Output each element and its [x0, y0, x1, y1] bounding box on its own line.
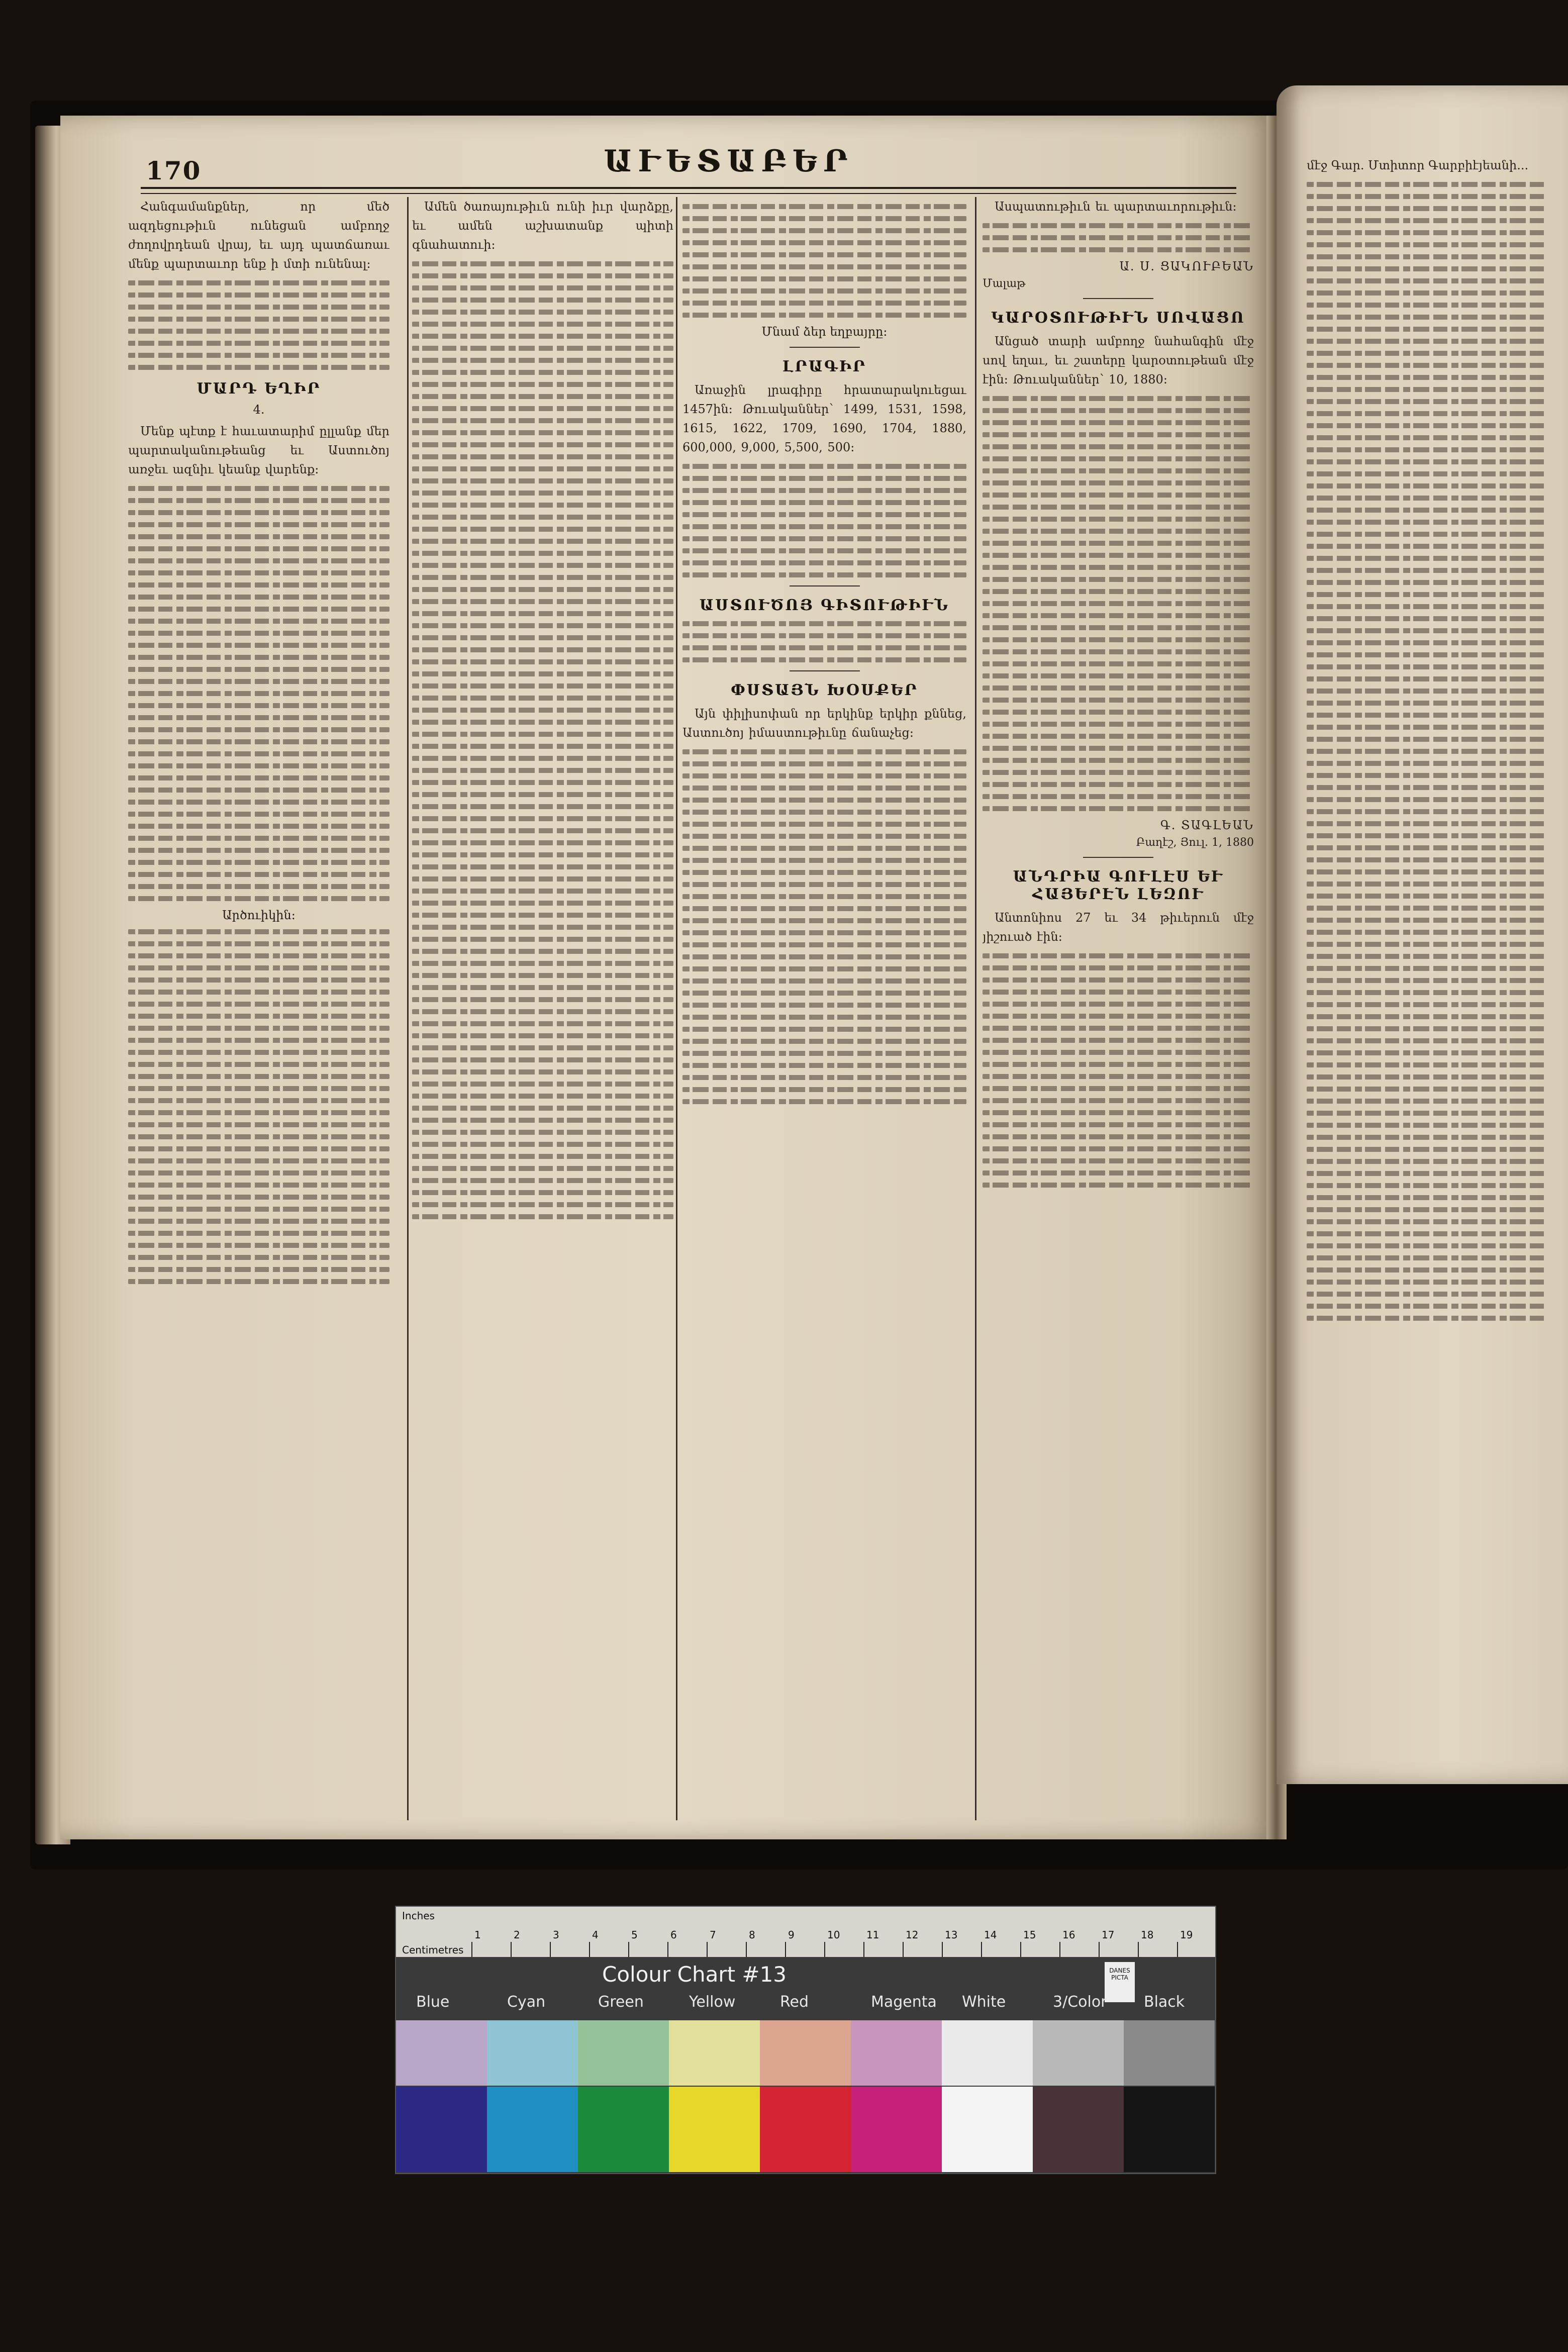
ruler-number: 19 — [1180, 1929, 1193, 1941]
section-heading: ԿԱՐՕՏՈՒԹԻՒՆ ՍՈՎԱՑՈ — [991, 309, 1245, 327]
colour-patch-top-6 — [851, 2020, 942, 2086]
column-4 — [983, 197, 1254, 1820]
colour-calibration-chart — [395, 1906, 1216, 2174]
column-2 — [412, 197, 673, 1820]
colour-patch-top-4 — [669, 2020, 760, 2086]
column-rule — [676, 197, 677, 1820]
colour-patch-bottom-4 — [669, 2087, 760, 2172]
dateline: Բաղէշ, Յուլ. 1, 1880 — [1136, 836, 1254, 849]
patch-label-yellow: Yellow — [689, 1993, 736, 2011]
col3-section1-body: Առաջին լրագիրը հրատարակուեցաւ 1457ին։ Թուականներ՝ 1499, 1531, 1598, 1615, 1622, 1709, 1690, 1704, 1880, 600,000, 9,000, 5,500, 500։ — [682, 383, 966, 454]
brand-logo: DANES PICTA — [1105, 1962, 1135, 2002]
section-divider — [790, 670, 860, 671]
col2-body: Ամեն ծառայութիւն ունի իւր վարձքը, եւ ամեն աշխատանք պիտի գնահատուի։ — [412, 200, 673, 252]
ruler-tick — [707, 1942, 708, 1957]
ruler-tick — [942, 1942, 943, 1957]
ruler-number: 17 — [1102, 1929, 1115, 1941]
ruler-tick — [903, 1942, 904, 1957]
ruler-tick — [550, 1942, 551, 1957]
colour-patch-top-9 — [1124, 2020, 1215, 2086]
section-divider — [790, 347, 860, 348]
section-heading: ՓՍՏԱՅՆ ԽՕՍՔԵՐ — [731, 681, 918, 699]
column-3 — [682, 197, 966, 1820]
ruler-tick — [746, 1942, 747, 1957]
col4-intro: Ասպատութիւն եւ պարտաւորութիւն։ — [995, 200, 1237, 214]
ruler-inches-label: Inches — [402, 1910, 435, 1922]
ruler-tick — [511, 1942, 512, 1957]
ruler-number: 1 — [474, 1929, 481, 1941]
colour-patch-top-3 — [578, 2020, 669, 2086]
col4-section2-body: Անտոնիոս 27 եւ 34 թիւերուն մէջ յիշուած էին։ — [983, 911, 1254, 944]
running-head: ԱՒԵՏԱԲԵՐ — [604, 144, 854, 179]
colour-patch-top-5 — [760, 2020, 851, 2086]
header-rule — [141, 187, 1236, 194]
section-divider — [790, 585, 860, 586]
patch-label-magenta: Magenta — [871, 1993, 937, 2011]
ruler-number: 12 — [906, 1929, 919, 1941]
col3-section3-body: Այն փիլիսոփան որ երկինք երկիր քննեց, Աստուծոյ իմաստութիւնը ճանաչեց։ — [682, 707, 966, 740]
ruler-tick — [628, 1942, 629, 1957]
section-heading: ԱՍՏՈՒԾՈՅ ԳԻՏՈՒԹԻՒՆ — [699, 597, 950, 614]
right-page — [1277, 85, 1568, 1784]
ruler-number: 15 — [1023, 1929, 1036, 1941]
colour-patch-top-1 — [396, 2020, 487, 2086]
column-rule — [407, 197, 409, 1820]
patch-label-cyan: Cyan — [507, 1993, 546, 2011]
measurement-ruler — [396, 1907, 1215, 1957]
author-name: Ա. Ս. ՑԱԿՈՒԲԵԱՆ — [1119, 259, 1254, 273]
patch-label-black: Black — [1144, 1993, 1185, 2011]
ruler-tick — [824, 1942, 825, 1957]
ruler-tick — [471, 1942, 472, 1957]
ruler-number: 7 — [710, 1929, 716, 1941]
ruler-tick — [1177, 1942, 1178, 1957]
colour-patch-top-7 — [942, 2020, 1033, 2086]
signoff: Մնամ ձեր եղբայրը։ — [761, 325, 888, 339]
ruler-number: 3 — [553, 1929, 559, 1941]
patch-label-white: White — [962, 1993, 1006, 2011]
col1-intro: Հանգամանքներ, որ մեծ ազդեցութիւն ունեցան ամբողջ ժողովրդեան վրայ, եւ այդ պատճառաւ մենք պարտաւոր ենք ի մտի ունենալ։ — [128, 200, 389, 271]
sub-note: Արծուիկին։ — [222, 908, 296, 922]
ruler-number: 11 — [866, 1929, 879, 1941]
colour-patch-bottom-5 — [760, 2087, 851, 2172]
ruler-tick — [1138, 1942, 1139, 1957]
colour-patch-bottom-1 — [396, 2087, 487, 2172]
patch-label-3color: 3/Color — [1053, 1993, 1107, 2011]
ruler-centimetres-label: Centimetres — [402, 1944, 464, 1956]
right-page-text — [1307, 156, 1548, 1328]
chart-title: Colour Chart #13 — [602, 1962, 787, 1987]
section-number: 4. — [253, 403, 265, 417]
col4-section1-body: Անցած տարի ամբողջ նահանգին մէջ սով եղաւ, եւ շատերը կարօտութեան մէջ էին։ Թուականներ՝ 10, 1880։ — [983, 334, 1254, 386]
section-divider — [1083, 298, 1153, 299]
colour-patch-top-2 — [487, 2020, 578, 2086]
colour-patch-bottom-9 — [1124, 2087, 1215, 2172]
author-place: Մալաթ — [983, 277, 1026, 290]
ruler-tick — [981, 1942, 982, 1957]
ruler-tick — [863, 1942, 864, 1957]
colour-patch-top-8 — [1033, 2020, 1124, 2086]
patch-label-blue: Blue — [416, 1993, 450, 2011]
ruler-tick — [1099, 1942, 1100, 1957]
ruler-tick — [667, 1942, 668, 1957]
col1-body: Մենք պէտք է հաւատարիմ ըլլանք մեր պարտականութեանց եւ Աստուծոյ առջեւ ազնիւ կեանք վարենք։ — [128, 424, 389, 476]
ruler-number: 2 — [514, 1929, 520, 1941]
colour-patch-bottom-2 — [487, 2087, 578, 2172]
ruler-number: 5 — [631, 1929, 638, 1941]
section-divider — [1083, 857, 1153, 858]
column-rule — [975, 197, 976, 1820]
ruler-number: 18 — [1141, 1929, 1154, 1941]
colour-patch-bottom-7 — [942, 2087, 1033, 2172]
right-page-line: մէջ Գար. Մտիտոր Գարբիէյեանի... — [1307, 158, 1529, 172]
ruler-tick — [1020, 1942, 1021, 1957]
ruler-number: 4 — [592, 1929, 599, 1941]
signature: Գ. ՏԱԳԼԵԱՆ — [1160, 818, 1254, 832]
colour-patch-bottom-6 — [851, 2087, 942, 2172]
ruler-number: 8 — [749, 1929, 755, 1941]
ruler-number: 10 — [827, 1929, 840, 1941]
section-heading: ՄԱՐԴ ԵՂԻՐ — [197, 380, 321, 398]
ruler-number: 6 — [670, 1929, 677, 1941]
colour-patch-bottom-8 — [1033, 2087, 1124, 2172]
ruler-tick — [785, 1942, 786, 1957]
ruler-tick — [589, 1942, 590, 1957]
section-heading: ԱՆԴՐԻԱ ԳՈՒԼԷՍ ԵՒ ՀԱՅԵՐԷՆ ԼԵԶՈՒ — [1013, 868, 1224, 903]
ruler-number: 13 — [945, 1929, 958, 1941]
ruler-tick — [1059, 1942, 1060, 1957]
patch-label-green: Green — [598, 1993, 644, 2011]
ruler-number: 16 — [1062, 1929, 1075, 1941]
ruler-number: 9 — [788, 1929, 795, 1941]
ruler-number: 14 — [984, 1929, 997, 1941]
column-1 — [128, 197, 389, 1820]
patch-label-red: Red — [780, 1993, 809, 2011]
page-number: 170 — [146, 156, 202, 185]
section-heading: ԼՐԱԳԻՐ — [782, 358, 867, 375]
patch-labels — [396, 1993, 1215, 2018]
colour-patch-bottom-3 — [578, 2087, 669, 2172]
